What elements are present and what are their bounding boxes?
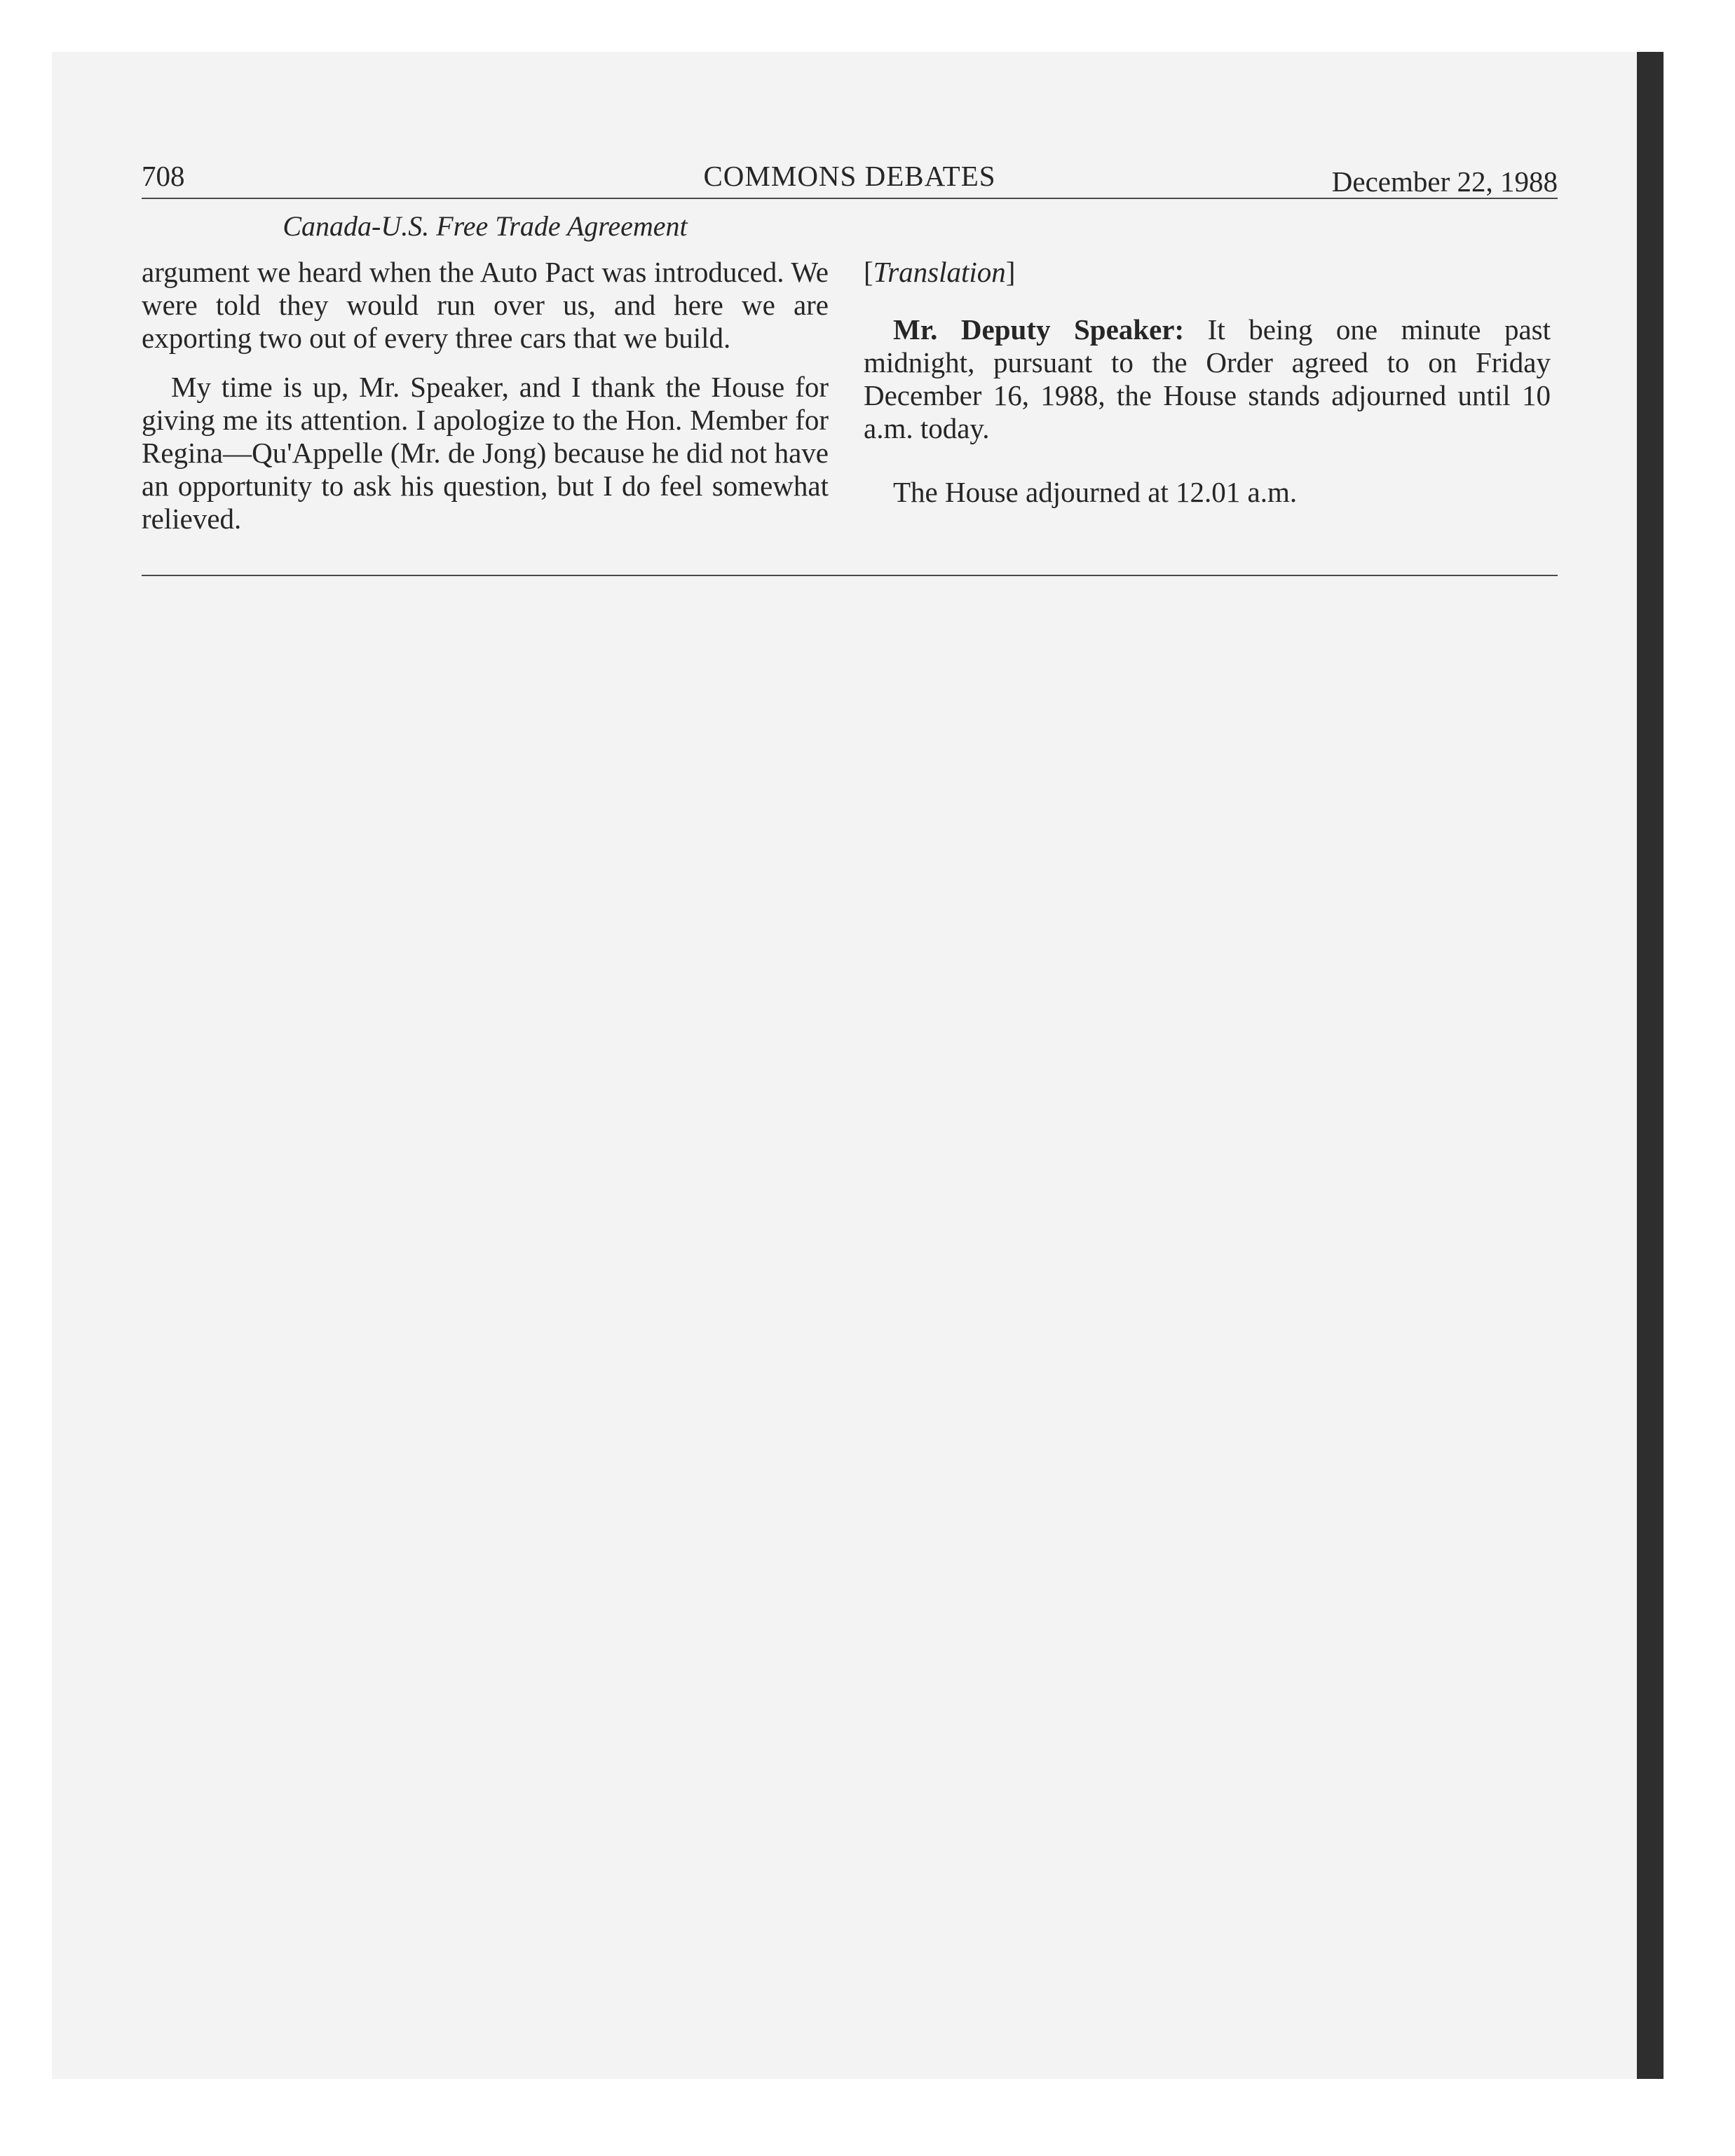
speaker-statement: It being one minute past midnight, pursuant to the Order agreed to on Friday December 16, 1988, the House stands adjourned until 10 a.m. today. xyxy=(864,313,1551,444)
paragraph-closing-remarks: My time is up, Mr. Speaker, and I thank the House for giving me its attention. I apologize to the Hon. Member for Regina—Qu'Appelle (Mr. de Jong) because he did not have an opportunity to ask his question, but I do feel somewhat relieved. xyxy=(142,371,829,535)
right-column xyxy=(864,256,1551,509)
left-column xyxy=(142,256,829,535)
scan-edge-shadow xyxy=(1637,52,1663,2079)
page-number: 708 xyxy=(142,160,185,192)
running-head xyxy=(142,156,1558,196)
paragraph-continued: argument we heard when the Auto Pact was introduced. We were told they would run over us, and here we are exporting two out of every three cars that we build. xyxy=(142,256,829,354)
translation-bracket-close: ] xyxy=(1005,256,1016,288)
translation-label: Translation xyxy=(873,256,1006,288)
adjournment-note: The House adjourned at 12.01 a.m. xyxy=(893,476,1298,508)
issue-date: December 22, 1988 xyxy=(1331,165,1558,198)
header-rule xyxy=(142,198,1558,199)
journal-title: COMMONS DEBATES xyxy=(703,160,996,192)
section-caption: Canada-U.S. Free Trade Agreement xyxy=(283,210,688,242)
translation-bracket-open: [ xyxy=(864,256,873,288)
speaker-paragraph xyxy=(864,313,1551,445)
speaker-name: Mr. Deputy Speaker: xyxy=(893,313,1185,346)
translation-note xyxy=(864,256,1551,289)
section-end-rule xyxy=(142,575,1558,576)
